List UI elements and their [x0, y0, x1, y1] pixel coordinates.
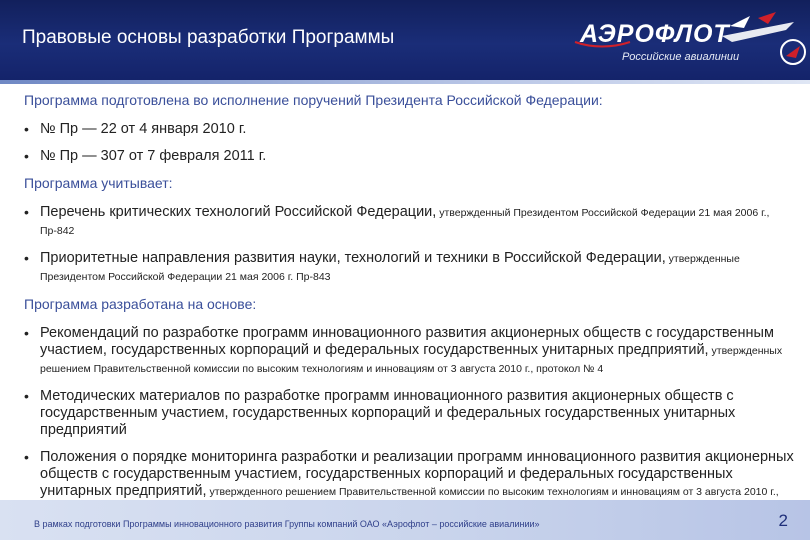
list-item [24, 250, 794, 286]
slide-title: Правовые основы разработки Программы [22, 27, 395, 48]
list-item-text [40, 388, 794, 439]
footer-caption: В рамках подготовки Программы инновационного развития Группы компаний ОАО «Аэрофлот – российские авиалинии» [34, 519, 540, 529]
item-main-text: Положения о порядке мониторинга разработки и реализации программ инновационного развития акционерных обществ с государственным участием, государственных корпораций и федеральных государственных унитарных предприятий, [40, 449, 794, 499]
section-intro-basis: Программа разработана на основе: [24, 296, 257, 312]
item-main-text: Перечень критических технологий Российской Федерации, [40, 204, 437, 220]
aeroflot-logo [572, 12, 808, 72]
item-main-text: Методических материалов по разработке программ инновационного развития акционерных обществ с государственным участием, государственных корпораций и федеральных государственных унитарных предприятий [40, 388, 736, 438]
item-note: утвержденных решением Правительственной комиссии по высоким технологиям и инновациям от 3 августа 2010 г., протокол № 4 [40, 345, 783, 375]
bullet-icon: • [24, 388, 29, 404]
logo-wordmark: АЭРОФЛОТ [580, 20, 730, 48]
list-item [24, 148, 794, 165]
page-number: 2 [778, 511, 788, 530]
list-item-text: № Пр — 307 от 7 февраля 2011 г. [40, 148, 267, 164]
bullet-icon: • [24, 148, 29, 164]
header-divider [0, 80, 810, 84]
item-note: утвержденный Президентом Российской Федерации 21 мая 2006 г., Пр-842 [40, 207, 770, 237]
list-item [24, 388, 794, 439]
slide-header [0, 0, 810, 80]
list-item-text [40, 204, 794, 240]
slide-content [24, 92, 794, 529]
list-item [24, 204, 794, 240]
bullet-icon: • [24, 250, 29, 266]
list-item [24, 121, 794, 138]
logo-subtitle: Российские авиалинии [622, 51, 740, 63]
section-intro-considers: Программа учитывает: [24, 175, 173, 191]
list-item-text [40, 250, 794, 286]
item-note: утвержденного решением Правительственной комиссии по высоким технологиям и инновациям от 3 августа 2010 г., [209, 486, 779, 498]
bullet-icon: • [24, 325, 29, 341]
list-item-text: № Пр — 22 от 4 января 2010 г. [40, 121, 247, 137]
item-main-text: Приоритетные направления развития науки, технологий и техники в Российской Федерации, [40, 250, 666, 266]
list-item [24, 325, 794, 378]
item-note: утвержденные Президентом Российской Федерации 21 мая 2006 г. Пр-843 [40, 253, 740, 283]
list-item-text [40, 325, 794, 378]
bullet-icon: • [24, 204, 29, 220]
item-main-text: Рекомендаций по разработке программ инновационного развития акционерных обществ с государственным участием, государственных корпораций и федеральных государственных унитарных предприятий, [40, 325, 774, 358]
bullet-icon: • [24, 121, 29, 137]
section-intro-instructions: Программа подготовлена во исполнение поручений Президента Российской Федерации: [24, 92, 603, 108]
slide-footer [0, 500, 810, 540]
bullet-icon: • [24, 449, 29, 465]
